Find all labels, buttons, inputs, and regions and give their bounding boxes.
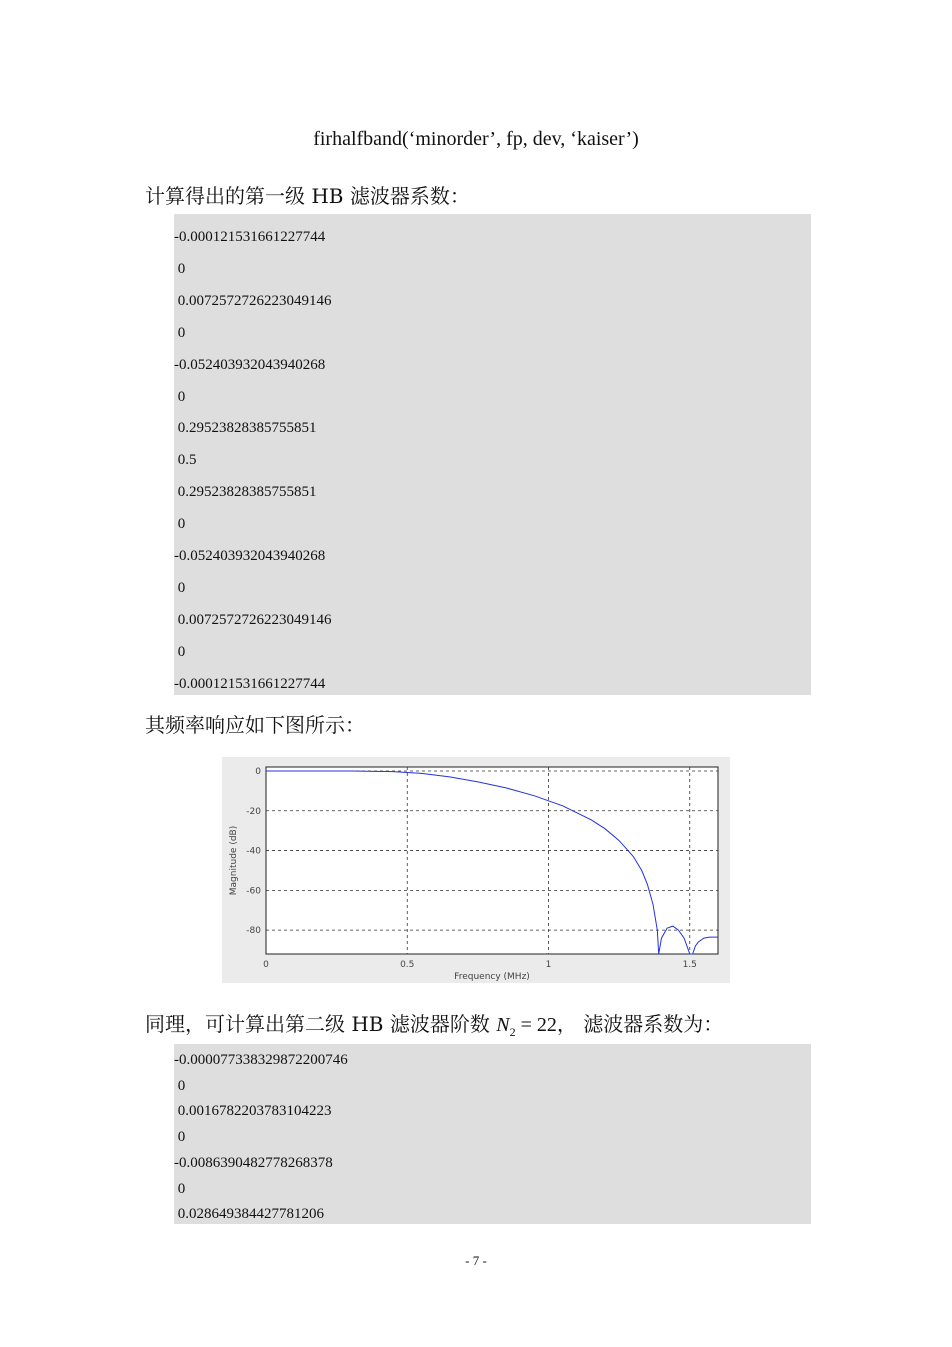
math-equals: = 22 [515,1014,557,1036]
coefficient-line: -0.052403932043940268 [174,356,326,373]
coefficient-line: -0.000121531661227744 [174,675,326,692]
plot-area [266,767,718,954]
coefficient-line: 0 [174,516,186,533]
para3-before: 同理，可计算出第二级 HB 滤波器阶数 [145,1012,497,1036]
frequency-response-chart [222,757,730,983]
page-number: - 7 - [465,1253,487,1268]
x-tick-label: 1.5 [682,960,697,970]
coefficient-line: -0.0086390482778268378 [174,1154,333,1171]
paragraph-second-stage [145,1008,723,1040]
coefficient-line: 0.0072572726223049146 [174,292,332,309]
x-axis-label: Frequency (MHz) [454,972,530,982]
y-tick-label: -40 [246,846,261,857]
coefficient-block-stage1 [174,214,811,695]
coefficient-line: 0 [174,388,186,405]
coefficient-line: -0.000077338329872200746 [174,1052,348,1068]
coefficient-line: 0.028649384427781206 [174,1206,324,1223]
y-tick-label: -60 [246,886,261,897]
x-tick-label: 0 [263,960,269,970]
y-tick-label: -80 [246,926,261,937]
coefficient-line: 0 [174,324,186,341]
formula: firhalfband(‘minorder’, fp, dev, ‘kaiser’) [313,128,639,150]
coefficient-line: 0.29523828385755851 [174,484,317,501]
coefficient-line: 0 [174,1180,186,1197]
y-tick-label: 0 [255,766,261,777]
paragraph-first-stage: 计算得出的第一级 HB 滤波器系数： [145,184,470,208]
coefficient-line: 0 [174,643,186,660]
coefficient-line: -0.000121531661227744 [174,229,326,245]
coefficient-line: 0 [174,1129,186,1146]
y-axis-label: Magnitude (dB) [229,825,239,896]
y-tick-label: -20 [246,806,261,817]
math-subscript: 2 [509,1025,516,1039]
coefficient-line: 0.0016782203783104223 [174,1103,332,1120]
coefficient-line: 0 [174,1077,186,1094]
x-tick-label: 1 [545,960,552,970]
coefficient-line: -0.052403932043940268 [174,548,326,564]
paragraph-frequency-response: 其频率响应如下图所示： [145,713,365,737]
coefficient-line: 0 [174,579,186,596]
para3-after: ， 滤波器系数为： [556,1012,724,1036]
math-var-n: N [496,1014,510,1036]
coefficient-line: 0.29523828385755851 [174,420,317,437]
coefficient-block-stage2 [174,1044,811,1224]
coefficient-line: 0.0072572726223049146 [174,611,332,628]
coefficient-line: 0.5 [174,452,197,469]
coefficient-line: 0 [174,260,186,277]
frequency-response-figure [222,757,730,983]
x-tick-label: 0.5 [400,960,415,970]
